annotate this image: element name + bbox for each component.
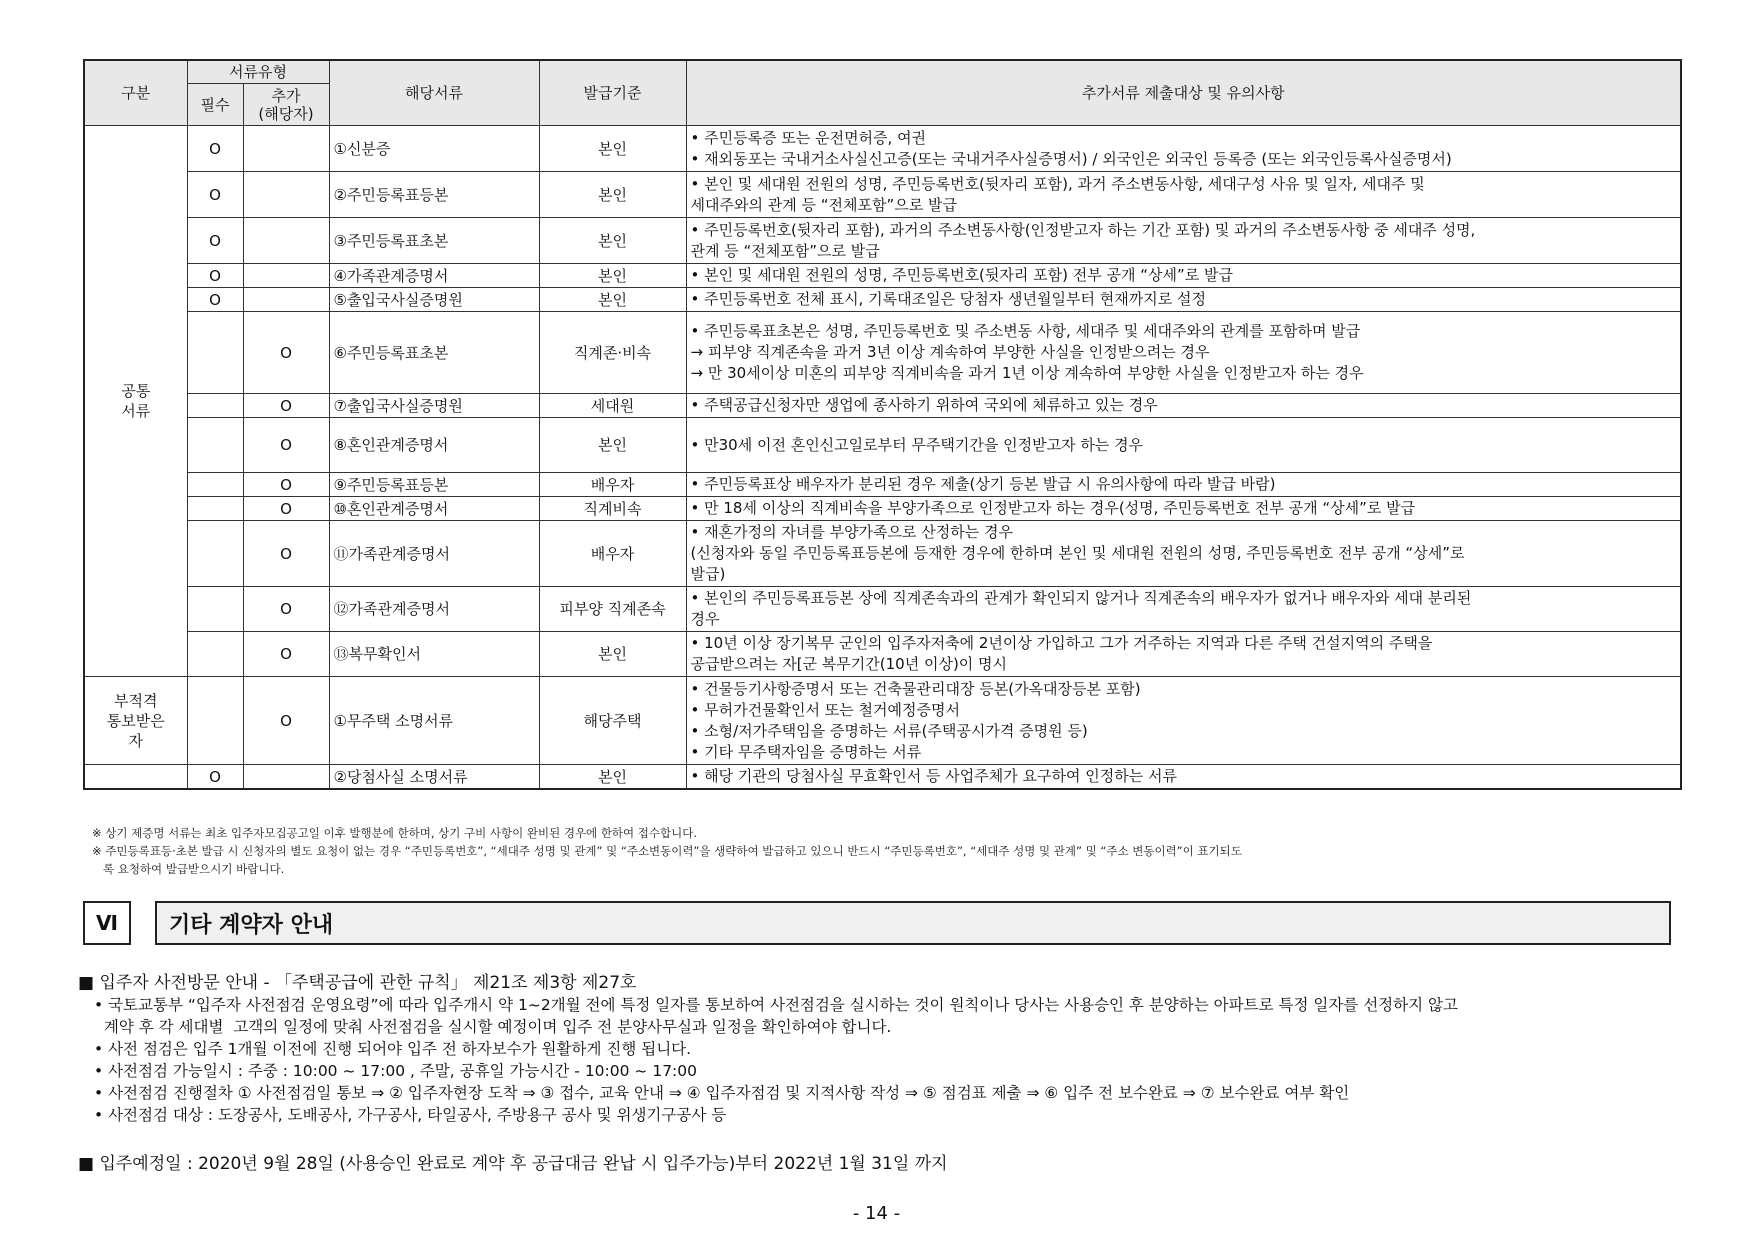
required-mark — [187, 632, 243, 677]
section-number: Ⅵ — [83, 901, 131, 945]
pre-visit-bullet: • 사전점검 가능일시 : 주중 : 10:00 ~ 17:00 , 주말, 공휴일 가능시간 - 10:00 ~ 17:00 — [94, 1062, 698, 1080]
document-note: • 주택공급신청자만 생업에 종사하기 위하여 국외에 체류하고 있는 경우 — [686, 394, 1681, 418]
additional-mark — [243, 264, 329, 288]
required-mark — [187, 587, 243, 632]
issue-basis: 해당주택 — [539, 677, 686, 765]
document-name: ⑧혼인관계증명서 — [329, 418, 539, 473]
table-row — [84, 677, 1681, 765]
table-row — [84, 473, 1681, 497]
document-note: • 만30세 이전 혼인신고일로부터 무주택기간을 인정받고자 하는 경우 — [686, 418, 1681, 473]
additional-mark — [243, 288, 329, 312]
document-name: ⑤출입국사실증명원 — [329, 288, 539, 312]
document-name: ②당첨사실 소명서류 — [329, 765, 539, 790]
group-label: 공통 서류 — [84, 126, 187, 677]
document-name: ⑪가족관계증명서 — [329, 521, 539, 587]
document-note: • 10년 이상 장기복무 군인의 입주자저축에 2년이상 가입하고 그가 거주하는 지역과 다른 주택 건설지역의 주택을 공급받으려는 자[군 복무기간(10년 이상)이 명시 — [686, 632, 1681, 677]
pre-visit-info — [78, 972, 1698, 1126]
additional-mark: O — [243, 312, 329, 394]
table-row — [84, 497, 1681, 521]
document-note: • 만 18세 이상의 직계비속을 부양가족으로 인정받고자 하는 경우(성명, 주민등록번호 전부 공개 “상세”로 발급 — [686, 497, 1681, 521]
header-notes: 추가서류 제출대상 및 유의사항 — [686, 60, 1681, 126]
required-documents-table — [83, 59, 1682, 790]
header-doc-type: 서류유형 — [187, 60, 329, 84]
table-row — [84, 394, 1681, 418]
required-mark — [187, 677, 243, 765]
document-name: ⑬복무확인서 — [329, 632, 539, 677]
header-additional: 추가 (해당자) — [243, 84, 329, 126]
additional-mark: O — [243, 587, 329, 632]
document-name: ⑨주민등록표등본 — [329, 473, 539, 497]
required-mark: O — [187, 288, 243, 312]
issue-basis: 세대원 — [539, 394, 686, 418]
additional-mark: O — [243, 632, 329, 677]
required-mark — [187, 521, 243, 587]
document-name: ③주민등록표초본 — [329, 218, 539, 264]
required-mark — [187, 473, 243, 497]
additional-mark: O — [243, 521, 329, 587]
pre-visit-bullet: • 사전점검 대상 : 도장공사, 도배공사, 가구공사, 타일공사, 주방용구 공사 및 위생기구공사 등 — [94, 1106, 727, 1124]
group-label-empty — [84, 765, 187, 790]
document-note: • 본인의 주민등록표등본 상에 직계존속과의 관계가 확인되지 않거나 직계존속의 배우자가 없거나 배우자와 세대 분리된 경우 — [686, 587, 1681, 632]
document-note: • 건물등기사항증명서 또는 건축물관리대장 등본(가옥대장등본 포함) • 무허가건물확인서 또는 철거예정증명서 • 소형/저가주택임을 증명하는 서류(주택공시가격 증명원 등) • 기타 무주택자임을 증명하는 서류 — [686, 677, 1681, 765]
required-mark: O — [187, 172, 243, 218]
additional-mark — [243, 765, 329, 790]
header-required: 필수 — [187, 84, 243, 126]
document-name: ⑩혼인관계증명서 — [329, 497, 539, 521]
required-mark — [187, 394, 243, 418]
additional-mark — [243, 218, 329, 264]
issue-basis: 본인 — [539, 418, 686, 473]
footnotes — [92, 824, 1692, 878]
document-note: • 주민등록증 또는 운전면허증, 여권 • 재외동포는 국내거소사실신고증(또는 국내거주사실증명서) / 외국인은 외국인 등록증 (또는 외국인등록사실증명서) — [686, 126, 1681, 172]
additional-mark — [243, 126, 329, 172]
required-mark: O — [187, 765, 243, 790]
additional-mark — [243, 172, 329, 218]
table-row — [84, 521, 1681, 587]
issue-basis: 본인 — [539, 126, 686, 172]
pre-visit-bullet: • 사전 점검은 입주 1개월 이전에 진행 되어야 입주 전 하자보수가 원활하게 진행 됩니다. — [94, 1040, 692, 1058]
pre-visit-heading: ■ 입주자 사전방문 안내 - 「주택공급에 관한 규칙」 제21조 제3항 제27호 — [78, 973, 637, 993]
document-note: • 본인 및 세대원 전원의 성명, 주민등록번호(뒷자리 포함), 과거 주소변동사항, 세대구성 사유 및 일자, 세대주 및 세대주와의 관계 등 “전체포함”으로 발급 — [686, 172, 1681, 218]
page-number: - 14 - — [852, 1203, 901, 1224]
issue-basis: 직계비속 — [539, 497, 686, 521]
section-title: 기타 계약자 안내 — [155, 901, 1671, 945]
table-row — [84, 288, 1681, 312]
required-mark: O — [187, 126, 243, 172]
document-note: • 주민등록번호(뒷자리 포함), 과거의 주소변동사항(인정받고자 하는 기간 포함) 및 과거의 주소변동사항 중 세대주 성명, 관계 등 “전체포함”으로 발급 — [686, 218, 1681, 264]
additional-mark: O — [243, 473, 329, 497]
additional-mark: O — [243, 497, 329, 521]
document-name: ①무주택 소명서류 — [329, 677, 539, 765]
issue-basis: 배우자 — [539, 521, 686, 587]
pre-visit-bullet: • 사전점검 진행절차 ① 사전점검일 통보 ⇒ ② 입주자현장 도착 ⇒ ③ 접수, 교육 안내 ⇒ ④ 입주자점검 및 지적사항 작성 ⇒ ⑤ 점검표 제출 ⇒ ⑥ 입주 전 보수완료 ⇒ ⑦ 보수완료 여부 확인 — [94, 1084, 1350, 1102]
document-name: ⑫가족관계증명서 — [329, 587, 539, 632]
document-name: ⑦출입국사실증명원 — [329, 394, 539, 418]
additional-mark: O — [243, 418, 329, 473]
issue-basis: 본인 — [539, 765, 686, 790]
move-in-date: ■ 입주예정일 : 2020년 9월 28일 (사용승인 완료로 계약 후 공급대금 완납 시 입주가능)부터 2022년 1월 31일 까지 — [78, 1154, 948, 1174]
document-note: • 해당 기관의 당첨사실 무효확인서 등 사업주체가 요구하여 인정하는 서류 — [686, 765, 1681, 790]
issue-basis: 본인 — [539, 288, 686, 312]
document-note: • 재혼가정의 자녀를 부양가족으로 산정하는 경우 (신청자와 동일 주민등록표등본에 등재한 경우에 한하며 본인 및 세대원 전원의 성명, 주민등록번호 전부 공개 “상세”로 발급) — [686, 521, 1681, 587]
table-row — [84, 418, 1681, 473]
document-name: ①신분증 — [329, 126, 539, 172]
table-row — [84, 587, 1681, 632]
section-header — [83, 901, 1683, 945]
required-mark: O — [187, 264, 243, 288]
table-row — [84, 218, 1681, 264]
table-row — [84, 126, 1681, 172]
issue-basis: 본인 — [539, 172, 686, 218]
footnote: ※ 주민등록표등·초본 발급 시 신청자의 별도 요청이 없는 경우 “주민등록번호”, “세대주 성명 및 관계” 및 “주소변동이력”을 생략하여 발급하고 있으니 반드시 “주민등록번호”, “세대주 성명 및 관계” 및 “주소 변동이력”이 표기되도 록 요청하여 발급받으시기 바랍니다. — [92, 844, 1242, 876]
document-name: ④가족관계증명서 — [329, 264, 539, 288]
table-row — [84, 264, 1681, 288]
header-document: 해당서류 — [329, 60, 539, 126]
additional-mark: O — [243, 394, 329, 418]
issue-basis: 피부양 직계존속 — [539, 587, 686, 632]
required-mark — [187, 418, 243, 473]
issue-basis: 본인 — [539, 264, 686, 288]
pre-visit-bullet: • 국토교통부 “입주자 사전점검 운영요령”에 따라 입주개시 약 1~2개월 전에 특정 일자를 통보하여 사전점검을 실시하는 것이 원칙이나 당사는 사용승인 후 분양하는 아파트로 특정 일자를 선정하지 않고 계약 후 각 세대별 고객의 일정에 맞춰 사전점검을 실시할 예정이며 입주 전 분양사무실과 일정을 확인하여야 합니다. — [94, 996, 1458, 1036]
document-note: • 주민등록번호 전체 표시, 기록대조일은 당첨자 생년월일부터 현재까지로 설정 — [686, 288, 1681, 312]
required-mark: O — [187, 218, 243, 264]
table-row — [84, 312, 1681, 394]
group-label: 부적격 통보받은 자 — [84, 677, 187, 765]
document-name: ②주민등록표등본 — [329, 172, 539, 218]
table-row — [84, 632, 1681, 677]
issue-basis: 배우자 — [539, 473, 686, 497]
required-mark — [187, 497, 243, 521]
footnote: ※ 상기 제증명 서류는 최초 입주자모집공고일 이후 발행분에 한하며, 상기 구비 사항이 완비된 경우에 한하여 접수합니다. — [92, 826, 698, 840]
table-row — [84, 765, 1681, 790]
issue-basis: 직계존·비속 — [539, 312, 686, 394]
required-mark — [187, 312, 243, 394]
header-category: 구분 — [84, 60, 187, 126]
document-note: • 본인 및 세대원 전원의 성명, 주민등록번호(뒷자리 포함) 전부 공개 “상세”로 발급 — [686, 264, 1681, 288]
header-issue-basis: 발급기준 — [539, 60, 686, 126]
document-note: • 주민등록표초본은 성명, 주민등록번호 및 주소변동 사항, 세대주 및 세대주와의 관계를 포함하며 발급 → 피부양 직계존속을 과거 3년 이상 계속하여 부양한 사실을 인정받으려는 경우 → 만 30세이상 미혼의 피부양 직계비속을 과거 1년 이상 계속하여 부양한 사실을 인정받고자 하는 경우 — [686, 312, 1681, 394]
additional-mark: O — [243, 677, 329, 765]
issue-basis: 본인 — [539, 632, 686, 677]
table-row — [84, 172, 1681, 218]
document-note: • 주민등록표상 배우자가 분리된 경우 제출(상기 등본 발급 시 유의사항에 따라 발급 바람) — [686, 473, 1681, 497]
issue-basis: 본인 — [539, 218, 686, 264]
document-name: ⑥주민등록표초본 — [329, 312, 539, 394]
